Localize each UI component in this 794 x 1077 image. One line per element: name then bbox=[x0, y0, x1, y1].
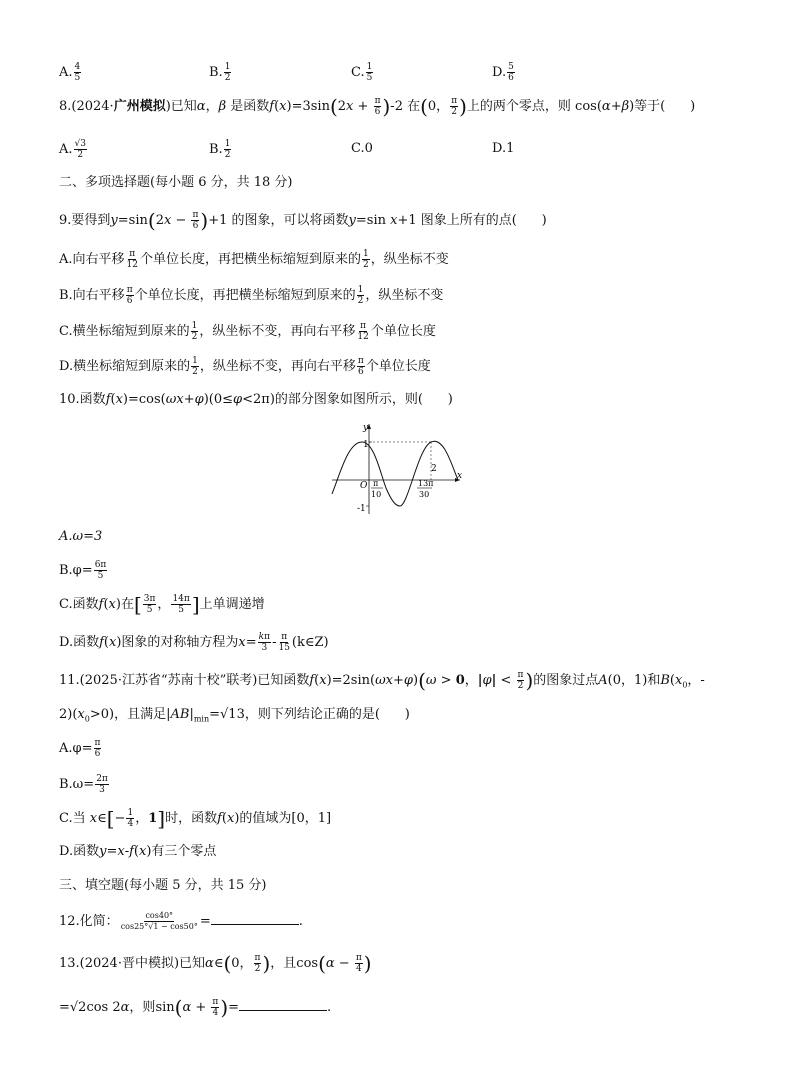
q13-answer-blank[interactable] bbox=[239, 998, 327, 1011]
q11-stem-line2: $2)(x_0>0)$，且满足$|AB|_{min}=√13$，则下列结论正确的是( ) bbox=[59, 707, 410, 724]
q8-option-c[interactable]: C.0 bbox=[351, 141, 373, 156]
q11-stem-line1: 11.(2025·江苏省“苏南十校”联考)已知函数f(x)=2sin(ωx+φ)(ω > 0，|φ| < $\frac{\pi}{2}$ )的图象过点A(0，1)和$B(x_0$，- bbox=[59, 668, 705, 693]
tick-pi-label: π bbox=[373, 479, 379, 488]
q9-option-b[interactable]: B.向右平移 $\frac{\pi}{6}$ 个单位长度，再把横坐标缩短到原来的 $\frac{1}{2}$ ，纵坐标不变 bbox=[59, 285, 444, 306]
q9-option-c[interactable]: C.横坐标缩短到原来的 $\frac{1}{2}$ ，纵坐标不变，再向右平移 $\frac{\pi}{12}$ 个单位长度 bbox=[59, 321, 436, 342]
q13-line1: 13.(2024·晋中模拟)已知α∈(0， $\frac{\pi}{2}$ )，且cos(α − $\frac{\pi}{4}$ ) bbox=[59, 951, 372, 976]
q13-line2: =√2cos 2α，则sin(α + $\frac{\pi}{4}$ )= . bbox=[59, 995, 332, 1020]
tick-label-neg-one: -1 bbox=[357, 504, 366, 514]
q9-stem: 9.要得到y=sin(2x − $\frac{\pi}{6}$ )+1 的图象，可以将函数y=sin x+1 图象上所有的点( ) bbox=[59, 208, 547, 233]
x-axis-label: x bbox=[457, 471, 463, 481]
q8-option-a[interactable]: A. $\frac{√3}{2}$ bbox=[59, 139, 86, 160]
q10-option-d[interactable]: D.函数f(x)图象的对称轴方程为x= $\frac{k\pi}{3}$ - $\frac{\pi}{15}$ (k∈Z) bbox=[59, 632, 329, 653]
q10-option-a[interactable]: A.ω=3 bbox=[59, 529, 103, 544]
q11-option-a[interactable]: A.φ= $\frac{\pi}{6}$ bbox=[59, 738, 101, 759]
q10-stem: 10.函数f(x)=cos(ωx+φ)(0≤φ<2π)的部分图象如图所示，则( ) bbox=[59, 392, 453, 407]
section-2-heading: 二、多项选择题(每小题 6 分，共 18 分) bbox=[59, 175, 293, 190]
q7-option-b[interactable]: B. $\frac{1}{2}$ bbox=[209, 62, 231, 83]
tick-label-one: 1 bbox=[363, 440, 369, 450]
q9-option-d[interactable]: D.横坐标缩短到原来的 $\frac{1}{2}$ ，纵坐标不变，再向右平移 $\frac{\pi}{6}$ 个单位长度 bbox=[59, 356, 431, 377]
tick-thirty-label: 30 bbox=[419, 490, 430, 499]
cosine-curve bbox=[332, 441, 458, 506]
q10-option-c[interactable]: C.函数f(x)在[ $\frac{3\pi}{5}$ ， $\frac{14\pi}{5}$ ]上单调递增 bbox=[59, 592, 265, 617]
q8-option-d[interactable]: D.1 bbox=[492, 141, 515, 156]
q7-option-a[interactable]: A. $\frac{4}{5}$ bbox=[59, 62, 81, 83]
section-3-heading: 三、填空题(每小题 5 分，共 15 分) bbox=[59, 878, 267, 893]
y-axis-label: y bbox=[363, 423, 369, 433]
q11-option-c[interactable]: C.当 x∈[− $\frac{1}{4}$ ，1]时，函数f(x)的值域为[0，1] bbox=[59, 806, 332, 831]
q10-option-b[interactable]: B.φ= $\frac{6\pi}{5}$ bbox=[59, 560, 107, 581]
q7-option-d[interactable]: D. $\frac{5}{6}$ bbox=[492, 62, 514, 83]
tick-ten-label: 10 bbox=[371, 490, 382, 499]
q8-stem: 8.(2024·广州模拟)已知α，β 是函数f(x)=3sin(2x + $\frac{\pi}{6}$ )-2 在(0， $\frac{\pi}{2}$ )上的两个零点，则 cos(α+β)等于( ) bbox=[59, 94, 696, 119]
q8-option-b[interactable]: B. $\frac{1}{2}$ bbox=[209, 139, 231, 160]
origin-label: O bbox=[360, 481, 368, 491]
tick-13pi-label: 13π bbox=[418, 479, 434, 488]
q11-option-d[interactable]: D.函数y=x-f(x)有三个零点 bbox=[59, 844, 217, 859]
q11-option-b[interactable]: B.ω= $\frac{2\pi}{3}$ bbox=[59, 774, 108, 795]
q7-option-c[interactable]: C. $\frac{1}{5}$ bbox=[351, 62, 373, 83]
q9-option-a[interactable]: A.向右平移 $\frac{\pi}{12}$ 个单位长度，再把横坐标缩短到原来的 $\frac{1}{2}$ ，纵坐标不变 bbox=[59, 249, 449, 270]
cosine-graph bbox=[328, 418, 468, 516]
q12-answer-blank[interactable] bbox=[211, 912, 299, 925]
q12: 12.化简： $\frac{\cos 40^\circ}{\cos 25^\circ√1 - \cos 50^\circ}$ = . bbox=[59, 911, 303, 931]
graph-label-two: 2 bbox=[431, 464, 437, 474]
